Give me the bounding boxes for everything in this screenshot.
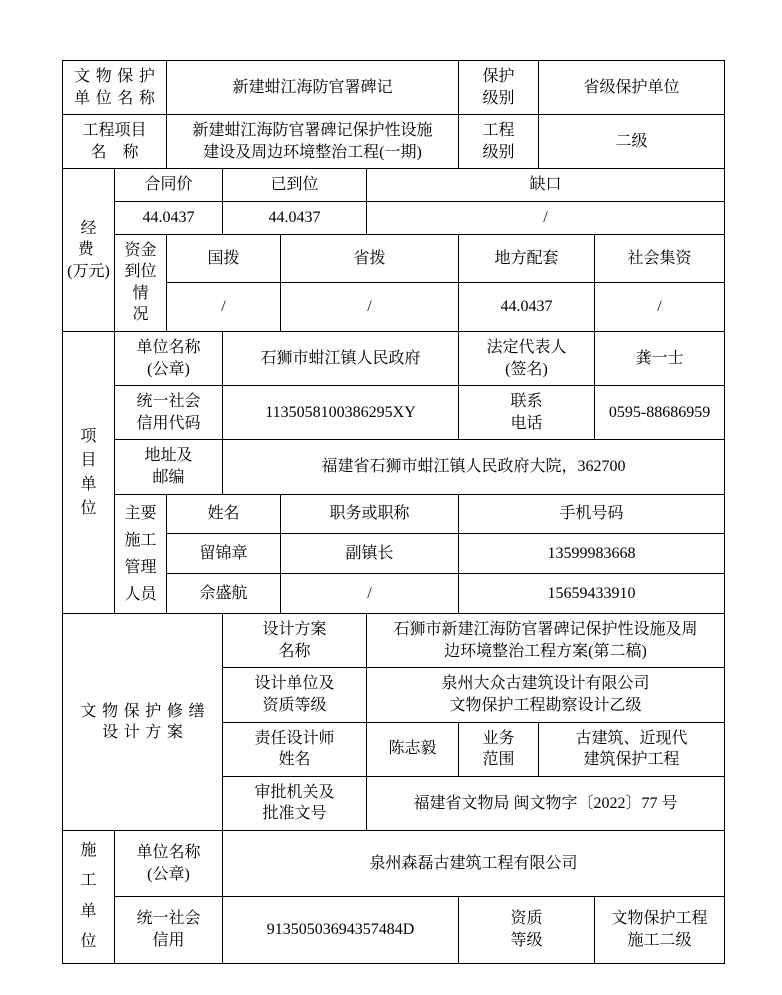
business-scope-value: 古建筑、近现代 建筑保护工程 (539, 722, 725, 776)
staff-phone: 13599983668 (459, 534, 725, 574)
funds-status-label: 资金到位情 况 (115, 234, 167, 331)
staff-column-position: 职务或职称 (281, 494, 459, 534)
social-funding-label: 社会集资 (595, 234, 725, 283)
plan-name-value: 石狮市新建江海防官署碑记保护性设施及周 边环境整治工程方案(第二稿) (367, 614, 725, 668)
designer-name-label: 责任设计师 姓名 (223, 722, 367, 776)
staff-column-phone: 手机号码 (459, 494, 725, 534)
national-funding-label: 国拨 (167, 234, 281, 283)
contract-price-value: 44.0437 (115, 201, 223, 234)
received-value: 44.0437 (223, 201, 367, 234)
staff-position: / (281, 574, 459, 614)
address-label: 地址及 邮编 (115, 440, 223, 494)
table-row-construction-credit (63, 897, 725, 963)
project-name-label: 工程项目 名 称 (63, 115, 167, 169)
construction-unit-label: 施 工 单 位 (63, 831, 115, 964)
gap-label: 缺口 (367, 169, 725, 202)
unit-name-value: 新建蚶江海防官署碑记 (167, 61, 459, 115)
cultural-relic-protection-form (62, 60, 725, 964)
staff-position: 副镇长 (281, 534, 459, 574)
legal-representative-value: 龚一士 (595, 331, 725, 385)
construction-qualification-label: 资质 等级 (459, 897, 595, 963)
funds-label: 经 费 (万元) (63, 169, 115, 332)
project-unit-label: 项 目 单 位 (63, 331, 115, 613)
table-row-unit-name (63, 61, 725, 115)
business-scope-label: 业务 范围 (459, 722, 539, 776)
design-scheme-label: 文物保护修缮 设计方案 (63, 614, 223, 831)
contact-phone-label: 联系 电话 (459, 386, 595, 440)
staff-name: 佘盛航 (167, 574, 281, 614)
approval-label: 审批机关及 批准文号 (223, 776, 367, 830)
provincial-funding-value: / (281, 283, 459, 332)
project-level-value: 二级 (539, 115, 725, 169)
table-row-credit-code (63, 386, 725, 440)
table-row-construction-unit-name (63, 831, 725, 897)
unit-name-label: 文物保护 单位名称 (63, 61, 167, 115)
received-label: 已到位 (223, 169, 367, 202)
table-row-project-name (63, 115, 725, 169)
credit-code-value: 1135058100386295XY (223, 386, 459, 440)
project-unit-title-label: 单位名称 (公章) (115, 331, 223, 385)
project-level-label: 工程 级别 (459, 115, 539, 169)
provincial-funding-label: 省拨 (281, 234, 459, 283)
address-value: 福建省石狮市蚶江镇人民政府大院，362700 (223, 440, 725, 494)
plan-name-label: 设计方案 名称 (223, 614, 367, 668)
table-row-address (63, 440, 725, 494)
table-row-project-unit-name (63, 331, 725, 385)
gap-value: / (367, 201, 725, 234)
social-funding-value: / (595, 283, 725, 332)
construction-unit-title-label: 单位名称 (公章) (115, 831, 223, 897)
table-row-staff-header (63, 494, 725, 534)
table-row-funds-header (63, 169, 725, 202)
credit-code-label: 统一社会 信用代码 (115, 386, 223, 440)
table-row-funds-values (63, 201, 725, 234)
designer-name-value: 陈志毅 (367, 722, 459, 776)
table-row-funds-source-header (63, 234, 725, 283)
staff-name: 留锦章 (167, 534, 281, 574)
local-funding-value: 44.0437 (459, 283, 595, 332)
protection-level-value: 省级保护单位 (539, 61, 725, 115)
legal-representative-label: 法定代表人 (签名) (459, 331, 595, 385)
protection-level-label: 保护 级别 (459, 61, 539, 115)
staff-column-name: 姓名 (167, 494, 281, 534)
local-funding-label: 地方配套 (459, 234, 595, 283)
project-unit-title-value: 石狮市蚶江镇人民政府 (223, 331, 459, 385)
staff-label: 主要 施工 管理 人员 (115, 494, 167, 614)
project-name-value: 新建蚶江海防官署碑记保护性设施 建设及周边环境整治工程(一期) (167, 115, 459, 169)
construction-qualification-value: 文物保护工程 施工二级 (595, 897, 725, 963)
construction-unit-title-value: 泉州森磊古建筑工程有限公司 (223, 831, 725, 897)
design-unit-label: 设计单位及 资质等级 (223, 668, 367, 722)
table-row-design-plan-name (63, 614, 725, 668)
construction-credit-label: 统一社会 信用 (115, 897, 223, 963)
contract-price-label: 合同价 (115, 169, 223, 202)
construction-credit-value: 91350503694357484D (223, 897, 459, 963)
design-unit-value: 泉州大众古建筑设计有限公司 文物保护工程勘察设计乙级 (367, 668, 725, 722)
contact-phone-value: 0595-88686959 (595, 386, 725, 440)
staff-phone: 15659433910 (459, 574, 725, 614)
approval-value: 福建省文物局 闽文物字〔2022〕77 号 (367, 776, 725, 830)
national-funding-value: / (167, 283, 281, 332)
